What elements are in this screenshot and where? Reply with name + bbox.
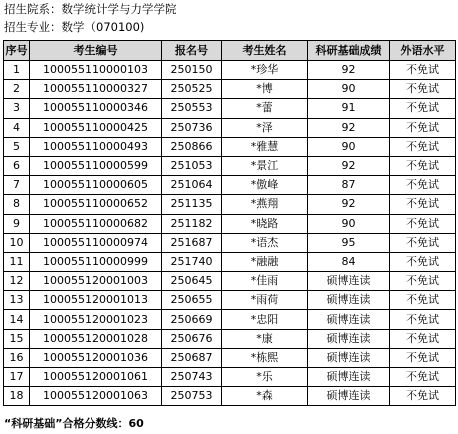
research-score-cell: 硕博连读: [308, 310, 390, 329]
candidate-id-cell: 100055110000652: [30, 195, 162, 214]
language-level-cell: 不免试: [390, 310, 456, 329]
seq-cell: 8: [4, 195, 30, 214]
candidate-name-cell: *融融: [222, 252, 308, 271]
research-score-cell: 92: [308, 61, 390, 80]
department-line: [4, 1, 177, 17]
candidate-name-cell: *佳雨: [222, 272, 308, 291]
candidate-name-cell: *雅慧: [222, 137, 308, 156]
research-score-cell: 95: [308, 233, 390, 252]
registration-number-cell: 250150: [162, 61, 222, 80]
candidate-name-cell: *语杰: [222, 233, 308, 252]
department-label: 招生院系：: [4, 2, 62, 16]
registration-number-cell: 250553: [162, 99, 222, 118]
research-score-cell: 硕博连读: [308, 291, 390, 310]
column-header-seq: 序号: [4, 41, 30, 61]
candidate-table: [3, 40, 456, 406]
candidate-id-cell: 100055110000493: [30, 137, 162, 156]
language-level-cell: 不免试: [390, 214, 456, 233]
language-level-cell: 不免试: [390, 348, 456, 367]
research-score-cell: 硕博连读: [308, 329, 390, 348]
seq-cell: 1: [4, 61, 30, 80]
registration-number-cell: 251064: [162, 176, 222, 195]
candidate-name-cell: *景江: [222, 156, 308, 175]
language-level-cell: 不免试: [390, 233, 456, 252]
research-score-cell: 硕博连读: [308, 368, 390, 387]
research-score-cell: 90: [308, 80, 390, 99]
candidate-name-cell: *珍华: [222, 61, 308, 80]
table-row: [4, 233, 456, 252]
column-header-research-score: 科研基础成绩: [308, 41, 390, 61]
language-level-cell: 不免试: [390, 137, 456, 156]
registration-number-cell: 251182: [162, 214, 222, 233]
candidate-id-cell: 100055120001036: [30, 348, 162, 367]
table-row: [4, 214, 456, 233]
table-row: [4, 80, 456, 99]
research-score-cell: 90: [308, 214, 390, 233]
seq-cell: 13: [4, 291, 30, 310]
candidate-id-cell: 100055120001028: [30, 329, 162, 348]
table-row: [4, 176, 456, 195]
candidate-id-cell: 100055110000346: [30, 99, 162, 118]
registration-number-cell: 251053: [162, 156, 222, 175]
candidate-id-cell: 100055120001003: [30, 272, 162, 291]
seq-cell: 16: [4, 348, 30, 367]
candidate-id-cell: 100055120001063: [30, 387, 162, 406]
table-row: [4, 348, 456, 367]
language-level-cell: 不免试: [390, 368, 456, 387]
candidate-name-cell: *森: [222, 387, 308, 406]
candidate-id-cell: 100055110000425: [30, 118, 162, 137]
research-score-cell: 硕博连读: [308, 348, 390, 367]
registration-number-cell: 250676: [162, 329, 222, 348]
seq-cell: 7: [4, 176, 30, 195]
table-row: [4, 329, 456, 348]
candidate-id-cell: 100055110000682: [30, 214, 162, 233]
registration-number-cell: 251135: [162, 195, 222, 214]
seq-cell: 18: [4, 387, 30, 406]
table-header-row: [4, 41, 456, 61]
registration-number-cell: 250753: [162, 387, 222, 406]
table-row: [4, 195, 456, 214]
seq-cell: 14: [4, 310, 30, 329]
seq-cell: 9: [4, 214, 30, 233]
seq-cell: 17: [4, 368, 30, 387]
registration-number-cell: 250655: [162, 291, 222, 310]
candidate-id-cell: 100055110000605: [30, 176, 162, 195]
registration-number-cell: 251740: [162, 252, 222, 271]
major-line: [4, 19, 144, 35]
language-level-cell: 不免试: [390, 118, 456, 137]
language-level-cell: 不免试: [390, 99, 456, 118]
column-header-candidate-name: 考生姓名: [222, 41, 308, 61]
language-level-cell: 不免试: [390, 252, 456, 271]
registration-number-cell: 251687: [162, 233, 222, 252]
table-row: [4, 310, 456, 329]
table-header: [4, 41, 456, 61]
table-row: [4, 118, 456, 137]
seq-cell: 11: [4, 252, 30, 271]
candidate-name-cell: *忠阳: [222, 310, 308, 329]
table-row: [4, 99, 456, 118]
candidate-name-cell: *晓路: [222, 214, 308, 233]
research-score-cell: 硕博连读: [308, 272, 390, 291]
seq-cell: 3: [4, 99, 30, 118]
candidate-name-cell: *博: [222, 80, 308, 99]
candidate-id-cell: 100055110000599: [30, 156, 162, 175]
research-score-cell: 87: [308, 176, 390, 195]
column-header-language-level: 外语水平: [390, 41, 456, 61]
candidate-name-cell: *雨荷: [222, 291, 308, 310]
table-row: [4, 137, 456, 156]
research-score-cell: 硕博连读: [308, 387, 390, 406]
candidate-name-cell: *燕翔: [222, 195, 308, 214]
registration-number-cell: 250669: [162, 310, 222, 329]
registration-number-cell: 250525: [162, 80, 222, 99]
table-row: [4, 156, 456, 175]
major-value: 数学（070100): [61, 20, 145, 34]
table-row: [4, 61, 456, 80]
candidate-name-cell: *康: [222, 329, 308, 348]
research-score-cell: 92: [308, 118, 390, 137]
department-value: 数学统计学与力学学院: [61, 2, 177, 16]
candidate-id-cell: 100055110000999: [30, 252, 162, 271]
research-score-cell: 92: [308, 195, 390, 214]
seq-cell: 2: [4, 80, 30, 99]
research-score-cell: 92: [308, 156, 390, 175]
seq-cell: 12: [4, 272, 30, 291]
candidate-name-cell: *栋熙: [222, 348, 308, 367]
registration-number-cell: 250645: [162, 272, 222, 291]
research-score-cell: 90: [308, 137, 390, 156]
candidate-id-cell: 100055110000327: [30, 80, 162, 99]
research-score-cell: 84: [308, 252, 390, 271]
seq-cell: 4: [4, 118, 30, 137]
table-row: [4, 291, 456, 310]
table-row: [4, 272, 456, 291]
table-body: [4, 61, 456, 406]
column-header-candidate-id: 考生编号: [30, 41, 162, 61]
research-score-cell: 91: [308, 99, 390, 118]
candidate-id-cell: 100055110000103: [30, 61, 162, 80]
table-row: [4, 387, 456, 406]
candidate-id-cell: 100055120001023: [30, 310, 162, 329]
seq-cell: 6: [4, 156, 30, 175]
registration-number-cell: 250743: [162, 368, 222, 387]
candidate-name-cell: *傲峰: [222, 176, 308, 195]
language-level-cell: 不免试: [390, 176, 456, 195]
candidate-id-cell: 100055110000974: [30, 233, 162, 252]
candidate-name-cell: *泽: [222, 118, 308, 137]
language-level-cell: 不免试: [390, 61, 456, 80]
language-level-cell: 不免试: [390, 329, 456, 348]
registration-number-cell: 250866: [162, 137, 222, 156]
seq-cell: 5: [4, 137, 30, 156]
column-header-registration-number: 报名号: [162, 41, 222, 61]
passing-score-note: “科研基础”合格分数线：60: [4, 417, 144, 430]
seq-cell: 10: [4, 233, 30, 252]
language-level-cell: 不免试: [390, 272, 456, 291]
candidate-id-cell: 100055120001061: [30, 368, 162, 387]
registration-number-cell: 250687: [162, 348, 222, 367]
language-level-cell: 不免试: [390, 156, 456, 175]
seq-cell: 15: [4, 329, 30, 348]
candidate-id-cell: 100055120001013: [30, 291, 162, 310]
language-level-cell: 不免试: [390, 80, 456, 99]
registration-number-cell: 250736: [162, 118, 222, 137]
major-label: 招生专业：: [4, 20, 62, 34]
language-level-cell: 不免试: [390, 195, 456, 214]
table-row: [4, 252, 456, 271]
table-row: [4, 368, 456, 387]
candidate-name-cell: *蕾: [222, 99, 308, 118]
candidate-name-cell: *乐: [222, 368, 308, 387]
language-level-cell: 不免试: [390, 387, 456, 406]
language-level-cell: 不免试: [390, 291, 456, 310]
